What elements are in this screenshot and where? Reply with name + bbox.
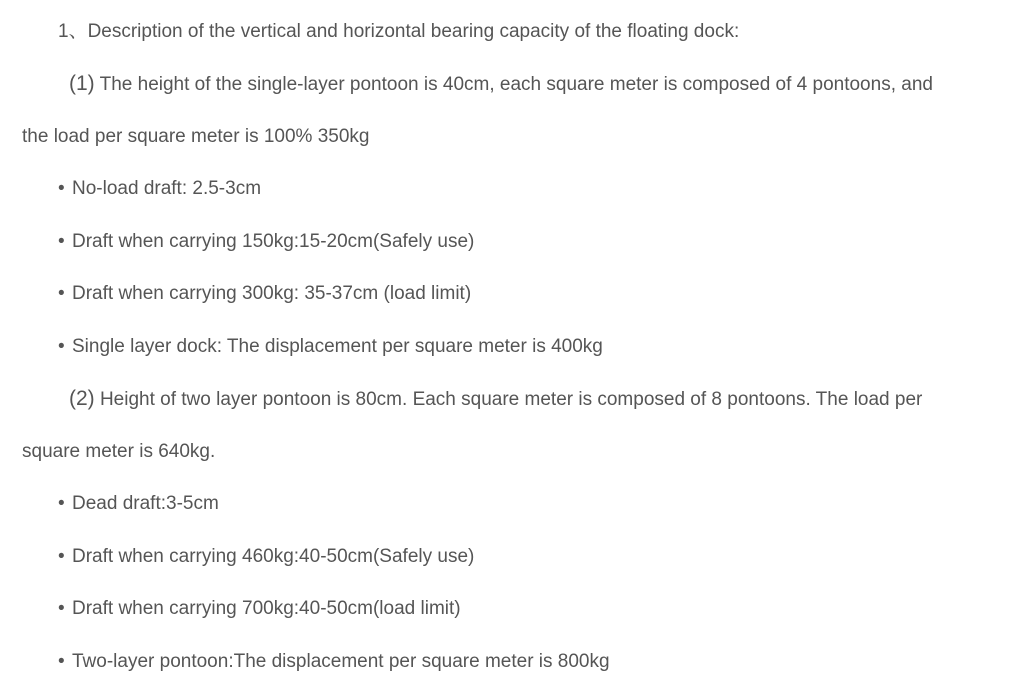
- bullet-icon: •: [58, 651, 65, 672]
- bullet-icon: •: [58, 231, 65, 252]
- paragraph-1-number: (1): [69, 72, 95, 95]
- paragraph-2-line-2: square meter is 640kg.: [22, 441, 216, 462]
- bullet-icon: •: [58, 546, 65, 567]
- list-item: [58, 650, 610, 674]
- list-item-text: Draft when carrying 150kg:15-20cm(Safely use): [72, 231, 475, 252]
- paragraph-2-number: (2): [69, 387, 95, 410]
- paragraph-1-line-1: [69, 72, 933, 96]
- list-item: [58, 335, 603, 359]
- bullet-icon: •: [58, 598, 65, 619]
- list-item: [58, 545, 474, 569]
- list-item-text: Dead draft:3-5cm: [72, 493, 219, 514]
- list-item: [58, 492, 219, 516]
- paragraph-1-text: The height of the single-layer pontoon is 40cm, each square meter is composed of 4 pontoons, and: [99, 74, 933, 95]
- section-heading: 1、Description of the vertical and horizontal bearing capacity of the floating dock:: [58, 21, 740, 42]
- list-item-text: Draft when carrying 300kg: 35-37cm (load limit): [72, 283, 472, 304]
- list-item: [58, 230, 474, 254]
- paragraph-1-line-2: the load per square meter is 100% 350kg: [22, 126, 370, 147]
- bullet-icon: •: [58, 178, 65, 199]
- list-item-text: Single layer dock: The displacement per square meter is 400kg: [72, 336, 603, 357]
- list-item-text: Draft when carrying 460kg:40-50cm(Safely use): [72, 546, 475, 567]
- list-item: [58, 597, 461, 621]
- list-item: [58, 177, 261, 201]
- list-item-text: No-load draft: 2.5-3cm: [72, 178, 262, 199]
- bullet-icon: •: [58, 283, 65, 304]
- list-item: [58, 282, 471, 306]
- list-item-text: Two-layer pontoon:The displacement per square meter is 800kg: [72, 651, 610, 672]
- list-item-text: Draft when carrying 700kg:40-50cm(load limit): [72, 598, 461, 619]
- bullet-icon: •: [58, 336, 65, 357]
- paragraph-2-text: Height of two layer pontoon is 80cm. Each square meter is composed of 8 pontoons. The load per: [99, 389, 923, 410]
- bullet-icon: •: [58, 493, 65, 514]
- paragraph-2-line-1: [69, 387, 922, 411]
